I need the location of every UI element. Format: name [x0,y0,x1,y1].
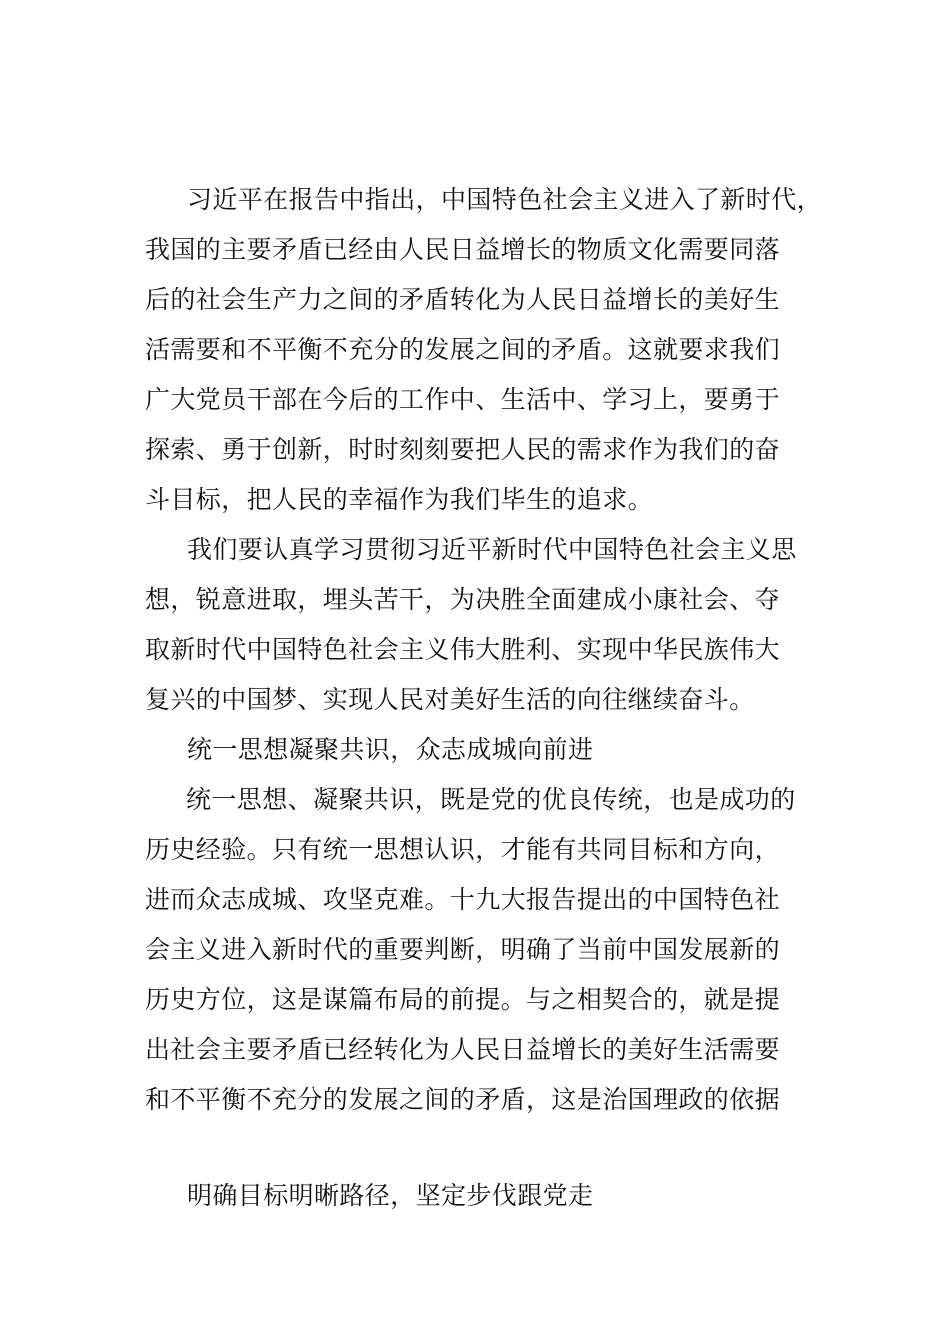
paragraph-3-line-5: 历史方位，这是谋篇布局的前提。与之相契合的，就是提 [145,985,781,1014]
paragraph-1-line-6: 探索、勇于创新，时时刻刻要把人民的需求作为我们的奋 [145,435,781,464]
paragraph-2-line-4: 复兴的中国梦、实现人民对美好生活的向往继续奋斗。 [145,685,755,714]
paragraph-1-line-1: 习近平在报告中指出，中国特色社会主义进入了新时代， [187,185,823,214]
paragraph-3-line-6: 出社会主要矛盾已经转化为人民日益增长的美好生活需要 [145,1035,781,1064]
paragraph-2-line-2: 想，锐意进取，埋头苦干，为决胜全面建成小康社会、夺 [145,585,781,614]
paragraph-2-line-3: 取新时代中国特色社会主义伟大胜利、实现中华民族伟大 [145,635,781,664]
paragraph-1-line-5: 广大党员干部在今后的工作中、生活中、学习上，要勇于 [145,385,781,414]
paragraph-2-line-1: 我们要认真学习贯彻习近平新时代中国特色社会主义思 [187,535,797,564]
paragraph-3-line-2: 历史经验。只有统一思想认识，才能有共同目标和方向， [145,835,781,864]
section-heading-goals: 明确目标明晰路径，坚定步伐跟党走 [187,1181,594,1210]
paragraph-1-line-7: 斗目标，把人民的幸福作为我们毕生的追求。 [145,485,654,514]
section-heading-unity: 统一思想凝聚共识，众志成城向前进 [187,735,594,764]
paragraph-3-line-1: 统一思想、凝聚共识，既是党的优良传统，也是成功的 [186,785,796,814]
paragraph-1-line-2: 我国的主要矛盾已经由人民日益增长的物质文化需要同落 [145,235,781,264]
paragraph-3-line-7: 和不平衡不充分的发展之间的矛盾，这是治国理政的依据 [145,1085,781,1114]
paragraph-3-line-4: 会主义进入新时代的重要判断，明确了当前中国发展新的 [145,935,781,964]
paragraph-1-line-4: 活需要和不平衡不充分的发展之间的矛盾。这就要求我们 [145,335,781,364]
paragraph-3-line-3: 进而众志成城、攻坚克难。十九大报告提出的中国特色社 [145,885,781,914]
paragraph-1-line-3: 后的社会生产力之间的矛盾转化为人民日益增长的美好生 [145,285,781,314]
